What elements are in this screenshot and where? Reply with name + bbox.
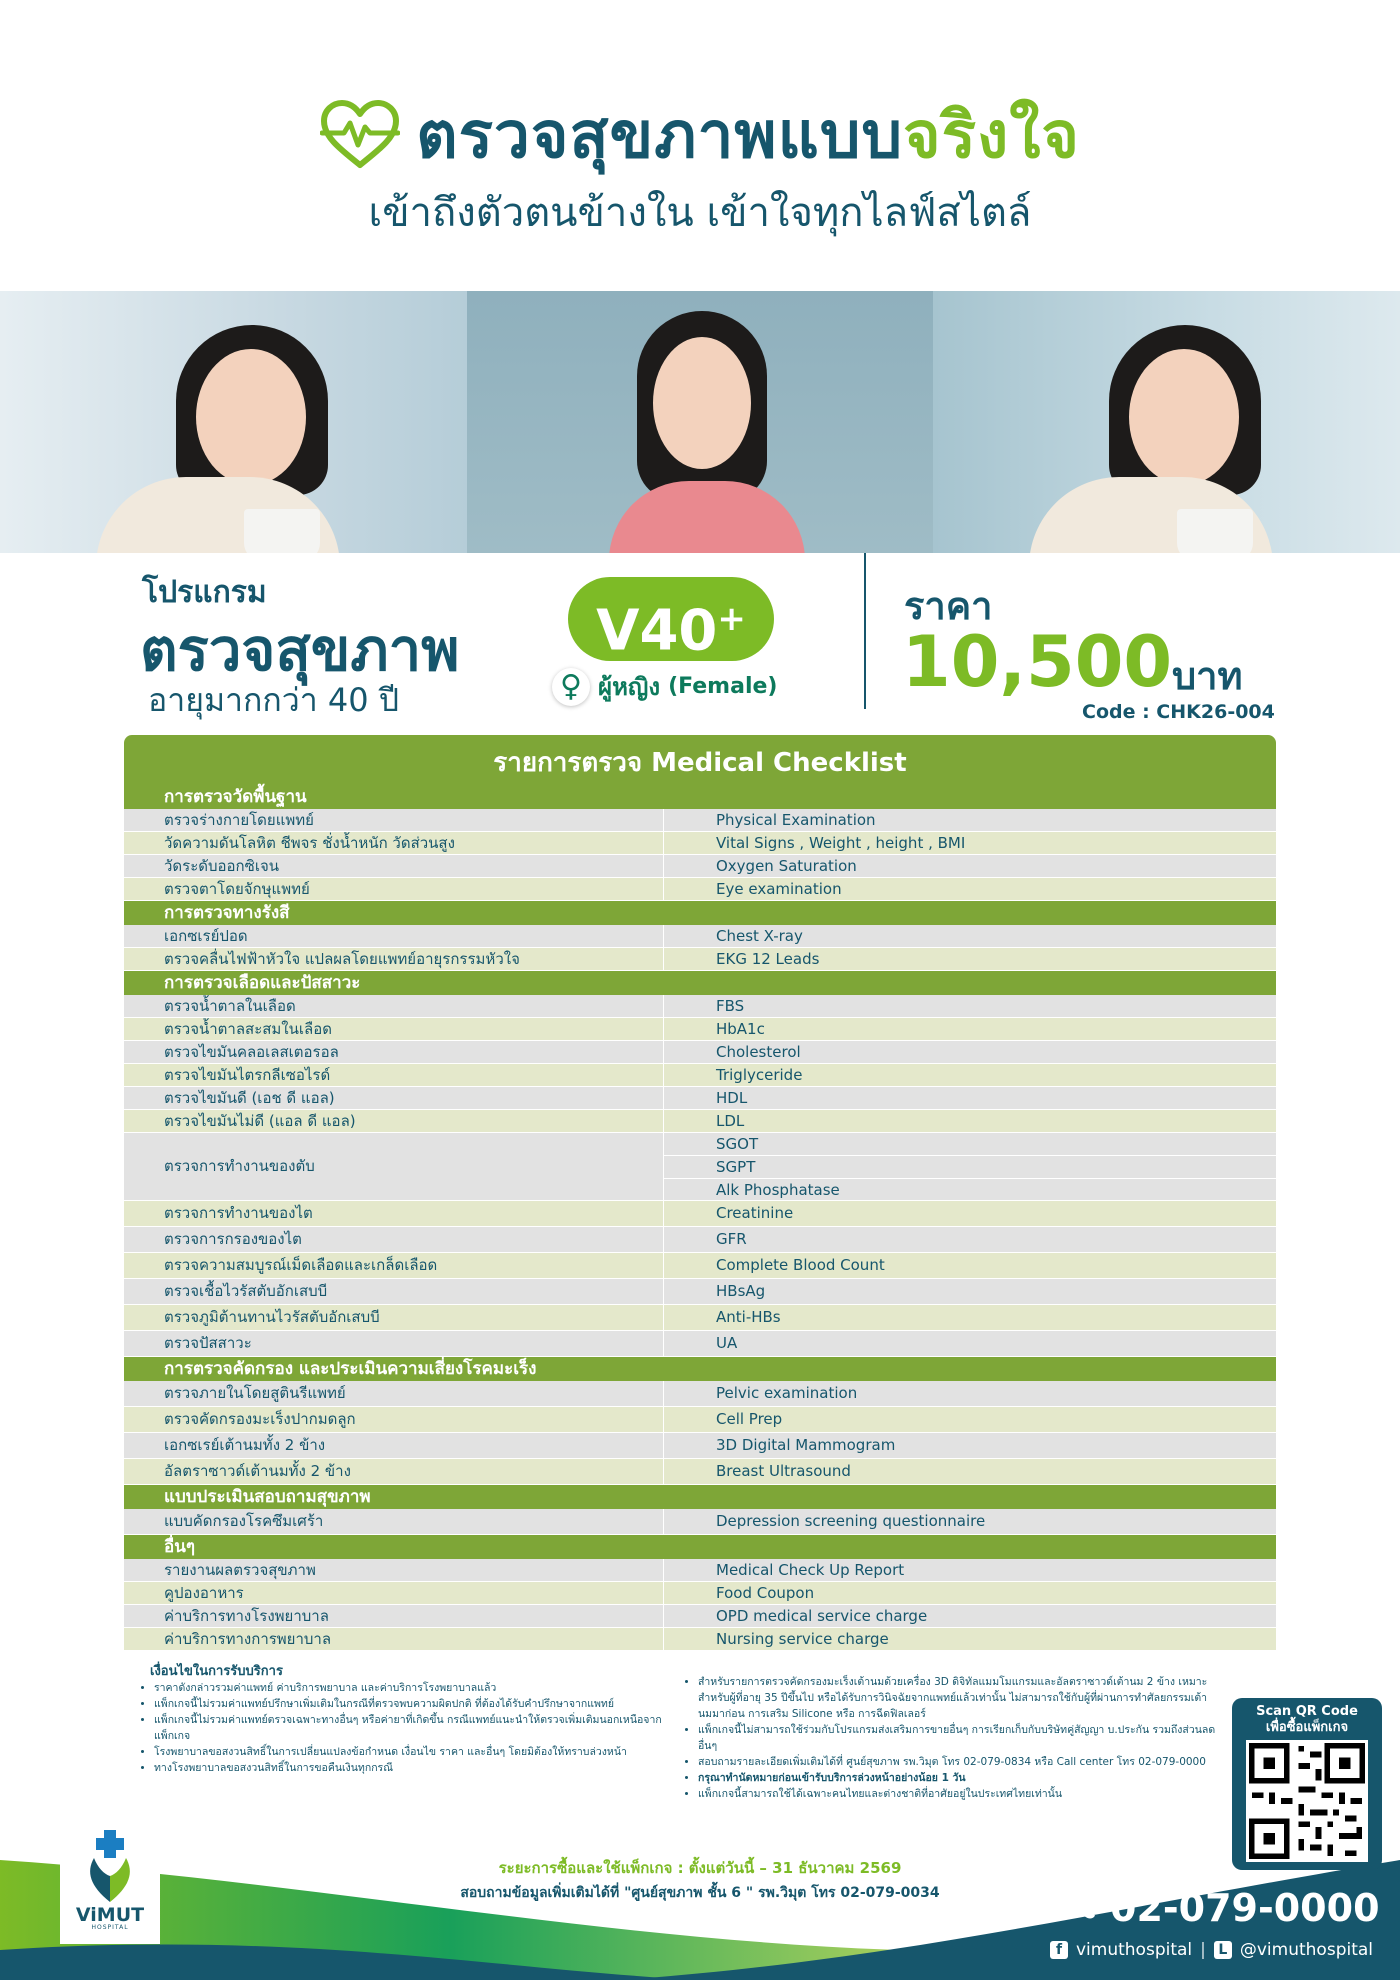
- item-en: HDL: [716, 1089, 748, 1107]
- item-th: ค่าบริการทางโรงพยาบาล: [124, 1605, 664, 1627]
- conditions-title: เงื่อนไขในการรับบริการ: [150, 1664, 283, 1679]
- table-row-liver: [124, 1133, 1276, 1201]
- logo-sub: HOSPITAL: [91, 1924, 129, 1931]
- table-row: [124, 1279, 1276, 1305]
- item-th: วัดระดับออกซิเจน: [124, 855, 664, 877]
- photo-banner: [0, 291, 1400, 553]
- item-en: Food Coupon: [716, 1584, 815, 1602]
- facebook-icon: f: [1050, 1941, 1068, 1959]
- program-label: โปรแกรม: [142, 575, 267, 610]
- table-row: [124, 1582, 1276, 1605]
- condition-item: • แพ็กเกจนี้สามารถใช้ได้เฉพาะคนไทยและต่างชาติที่อาศัยอยู่ในประเทศไทยเท่านั้น: [698, 1786, 1218, 1802]
- qr-line1: Scan QR Code: [1256, 1704, 1358, 1719]
- table-row: [124, 1459, 1276, 1485]
- section-header: อื่นๆ: [124, 1535, 1276, 1559]
- table-row: [124, 1305, 1276, 1331]
- item-th: ตรวจภายในโดยสูตินรีแพทย์: [124, 1381, 664, 1406]
- item-th: ตรวจไขมันดี (เอช ดี แอล): [124, 1087, 664, 1109]
- vimut-logo-icon: [60, 1826, 160, 1906]
- social-links: [1050, 1940, 1373, 1960]
- item-en: FBS: [716, 997, 745, 1015]
- item-th: ตรวจความสมบูรณ์เม็ดเลือดและเกล็ดเลือด: [124, 1253, 664, 1278]
- female-icon: ♀: [552, 668, 590, 706]
- condition-item: • สำหรับรายการตรวจคัดกรองมะเร็งเต้านมด้วยเครื่อง 3D ดิจิทัลแมมโมแกรมและอัลตราซาวด์เต้านม 2 ข้าง เหมาะสำหรับผู้ที่อายุ 35 ปีขึ้นไป หรือได้รับการวินิจฉัยจากแพทย์แล้วเท่านั้น ไม่สามารถใช้กับผู้ที่ผ่านการทำศัลยกรรมเต้านมมาก่อน การเสริม Silicone หรือ การฉีดฟิลเลอร์: [698, 1674, 1218, 1722]
- phone-number[interactable]: [1070, 1886, 1380, 1930]
- item-en: Oxygen Saturation: [716, 857, 857, 875]
- item-en: Anti-HBs: [716, 1308, 781, 1326]
- item-en: Triglyceride: [716, 1066, 803, 1084]
- item-th: คูปองอาหาร: [124, 1582, 664, 1604]
- item-th: ตรวจการทำงานของไต: [124, 1201, 664, 1226]
- condition-item: • แพ็กเกจนี้ไม่รวมค่าแพทย์ตรวจเฉพาะทางอื่นๆ หรือค่ายาที่เกิดขึ้น กรณีแพทย์แนะนำให้ตรวจเพิ่มเติมนอกเหนือจากแพ็กเกจ: [154, 1712, 680, 1744]
- qr-title: [1232, 1704, 1382, 1736]
- item-en-list: [664, 1133, 1276, 1200]
- item-en: GFR: [716, 1230, 747, 1248]
- table-row: [124, 1381, 1276, 1407]
- table-row: [124, 1331, 1276, 1357]
- price-value: 10,500: [902, 621, 1173, 703]
- phone-icon: [1070, 1893, 1100, 1923]
- item-th: ตรวจเชื้อไวรัสตับอักเสบบี: [124, 1279, 664, 1304]
- photo-woman-with-cup-right: [933, 291, 1400, 553]
- program-age: อายุมากกว่า 40 ปี: [148, 681, 400, 719]
- item-th: ตรวจไขมันไม่ดี (แอล ดี แอล): [124, 1110, 664, 1132]
- gender-label: [552, 667, 777, 706]
- item-en: Chest X-ray: [716, 927, 803, 945]
- item-en: Pelvic examination: [716, 1384, 858, 1402]
- package-plus: +: [717, 599, 746, 639]
- table-row: [124, 1018, 1276, 1041]
- item-en: HbA1c: [716, 1020, 765, 1038]
- title-main: ตรวจสุขภาพแบบ: [416, 99, 904, 173]
- table-row: [124, 1227, 1276, 1253]
- qr-line2: เพื่อซื้อแพ็กเกจ: [1265, 1720, 1349, 1735]
- table-row: [124, 1628, 1276, 1651]
- program-name: ตรวจสุขภาพ: [140, 616, 460, 684]
- divider: [864, 553, 866, 709]
- condition-item: • แพ็กเกจนี้ไม่รวมค่าแพทย์ปรึกษาเพิ่มเติมในกรณีที่ตรวจพบความผิดปกติ ที่ต้องได้รับคำปรึกษาจากแพทย์: [154, 1696, 680, 1712]
- table-row: [124, 809, 1276, 832]
- section-header: การตรวจเลือดและปัสสาวะ: [124, 971, 1276, 995]
- qr-code[interactable]: [1246, 1740, 1368, 1862]
- package-badge: [568, 577, 774, 664]
- hospital-logo: [60, 1822, 160, 1944]
- table-row: [124, 1559, 1276, 1582]
- package-code: Code : CHK26-004: [1082, 701, 1275, 723]
- item-en: Breast Ultrasound: [716, 1462, 851, 1480]
- item-th: ตรวจการทำงานของตับ: [124, 1133, 664, 1200]
- section-header: การตรวจวัดพื้นฐาน: [124, 785, 1276, 809]
- price-unit: บาท: [1172, 654, 1243, 698]
- table-row: [124, 1087, 1276, 1110]
- item-en: LDL: [716, 1112, 745, 1130]
- item-en: SGOT: [664, 1133, 1276, 1156]
- table-row: [124, 1509, 1276, 1535]
- medical-checklist: [124, 735, 1276, 1651]
- table-row: [124, 1407, 1276, 1433]
- condition-item: • แพ็กเกจนี้ไม่สามารถใช้ร่วมกับโปรแกรมส่งเสริมการขายอื่นๆ การเรียกเก็บกับบริษัทคู่สัญญา บ.ประกัน รวมถึงส่วนลดอื่นๆ: [698, 1722, 1218, 1754]
- gender-en: (Female): [668, 674, 778, 699]
- item-en: UA: [716, 1334, 738, 1352]
- item-th: เอกซเรย์ปอด: [124, 925, 664, 947]
- item-th: ตรวจไขมันไตรกลีเซอไรด์: [124, 1064, 664, 1086]
- qr-panel: [1232, 1698, 1382, 1870]
- condition-item: • กรุณาทำนัดหมายก่อนเข้ารับบริการล่วงหน้าอย่างน้อย 1 วัน: [698, 1770, 1218, 1786]
- item-th: วัดความดันโลหิต ชีพจร ชั่งน้ำหนัก วัดส่วนสูง: [124, 832, 664, 854]
- item-en: Cholesterol: [716, 1043, 801, 1061]
- conditions-right: [684, 1674, 1218, 1802]
- title-accent: จริงใจ: [903, 99, 1080, 173]
- table-row: [124, 948, 1276, 971]
- section-header: แบบประเมินสอบถามสุขภาพ: [124, 1485, 1276, 1509]
- item-th: ค่าบริการทางการพยาบาล: [124, 1628, 664, 1650]
- table-row: [124, 878, 1276, 901]
- item-th: อัลตราซาวด์เต้านมทั้ง 2 ข้าง: [124, 1459, 664, 1484]
- table-row: [124, 832, 1276, 855]
- item-th: ตรวจน้ำตาลในเลือด: [124, 995, 664, 1017]
- contact-info: สอบถามข้อมูลเพิ่มเติมได้ที่ "ศูนย์สุขภาพ ชั้น 6 " รพ.วิมุต โทร 02-079-0034: [460, 1885, 940, 1901]
- photo-woman-center: [467, 291, 934, 553]
- promo-period: ระยะการซื้อและใช้แพ็กเกจ : ตั้งแต่วันนี้ – 31 ธันวาคม 2569: [498, 1859, 902, 1877]
- item-th: แบบคัดกรองโรคซึมเศร้า: [124, 1509, 664, 1534]
- item-th: ตรวจไขมันคลอเลสเตอรอล: [124, 1041, 664, 1063]
- title-row: [0, 90, 1400, 180]
- item-th: ตรวจตาโดยจักษุแพทย์: [124, 878, 664, 900]
- price-label: ราคา: [904, 584, 993, 628]
- item-th: ตรวจการกรองของไต: [124, 1227, 664, 1252]
- item-th: ตรวจคัดกรองมะเร็งปากมดลูก: [124, 1407, 664, 1432]
- item-th: รายงานผลตรวจสุขภาพ: [124, 1559, 664, 1581]
- table-row: [124, 1433, 1276, 1459]
- heart-pulse-icon: [320, 99, 400, 171]
- condition-item: • ทางโรงพยาบาลขอสงวนสิทธิ์ในการขอคืนเงินทุกกรณี: [154, 1760, 680, 1776]
- item-en: Cell Prep: [716, 1410, 783, 1428]
- logo-name: ViMUT: [75, 1904, 145, 1926]
- phone-text: 02-079-0000: [1110, 1886, 1380, 1930]
- condition-item: • ราคาดังกล่าวรวมค่าแพทย์ ค่าบริการพยาบาล และค่าบริการโรงพยาบาลแล้ว: [154, 1680, 680, 1696]
- checklist-title: รายการตรวจ Medical Checklist: [124, 735, 1276, 785]
- item-en: 3D Digital Mammogram: [716, 1436, 896, 1454]
- table-row: [124, 1201, 1276, 1227]
- item-en: Depression screening questionnaire: [716, 1512, 986, 1530]
- item-en: OPD medical service charge: [716, 1607, 928, 1625]
- condition-item: • สอบถามรายละเอียดเพิ่มเติมได้ที่ ศูนย์สุขภาพ รพ.วิมุต โทร 02-079-0834 หรือ Call center โทร 02-079-0000: [698, 1754, 1218, 1770]
- photo-woman-with-cup-left: [0, 291, 467, 553]
- item-th: ตรวจปัสสาวะ: [124, 1331, 664, 1356]
- table-row: [124, 1064, 1276, 1087]
- table-row: [124, 1041, 1276, 1064]
- table-row: [124, 925, 1276, 948]
- item-en: Physical Examination: [716, 811, 876, 829]
- item-en: Nursing service charge: [716, 1630, 889, 1648]
- social-separator: |: [1200, 1940, 1206, 1960]
- section-header: การตรวจคัดกรอง และประเมินความเสี่ยงโรคมะเร็ง: [124, 1357, 1276, 1381]
- subtitle: เข้าถึงตัวตนข้างใน เข้าใจทุกไลฟ์สไตล์: [368, 190, 1032, 236]
- section-header: การตรวจทางรังสี: [124, 901, 1276, 925]
- item-en: HBsAg: [716, 1282, 766, 1300]
- item-th: ตรวจคลื่นไฟฟ้าหัวใจ แปลผลโดยแพทย์อายุรกรรมหัวใจ: [124, 948, 664, 970]
- item-th: ตรวจร่างกายโดยแพทย์: [124, 809, 664, 831]
- table-row: [124, 1253, 1276, 1279]
- table-row: [124, 855, 1276, 878]
- item-en: Eye examination: [716, 880, 842, 898]
- item-en: EKG 12 Leads: [716, 950, 820, 968]
- item-th: ตรวจน้ำตาลสะสมในเลือด: [124, 1018, 664, 1040]
- item-en: Medical Check Up Report: [716, 1561, 905, 1579]
- program-info: [0, 553, 1400, 733]
- item-en: Complete Blood Count: [716, 1256, 885, 1274]
- page-title: [416, 84, 1080, 186]
- gender-th: ผู้หญิง: [598, 673, 661, 701]
- table-row: [124, 1605, 1276, 1628]
- package-name: V40: [596, 598, 718, 664]
- conditions-left: [140, 1680, 680, 1776]
- item-en: Vital Signs , Weight , height , BMI: [716, 834, 966, 852]
- item-th: เอกซเรย์เต้านมทั้ง 2 ข้าง: [124, 1433, 664, 1458]
- item-en: Creatinine: [716, 1204, 794, 1222]
- header: [0, 0, 1400, 290]
- table-row: [124, 995, 1276, 1018]
- item-en: SGPT: [664, 1156, 1276, 1179]
- item-en: Alk Phosphatase: [716, 1181, 840, 1199]
- condition-item: • โรงพยาบาลขอสงวนสิทธิ์ในการเปลี่ยนแปลงข้อกำหนด เงื่อนไข ราคา และอื่นๆ โดยมิต้องให้ทราบล่วงหน้า: [154, 1744, 680, 1760]
- line-handle[interactable]: @vimuthospital: [1239, 1940, 1374, 1960]
- table-row: [124, 1110, 1276, 1133]
- item-th: ตรวจภูมิต้านทานไวรัสตับอักเสบบี: [124, 1305, 664, 1330]
- line-icon: L: [1214, 1941, 1232, 1959]
- facebook-handle[interactable]: vimuthospital: [1076, 1940, 1193, 1960]
